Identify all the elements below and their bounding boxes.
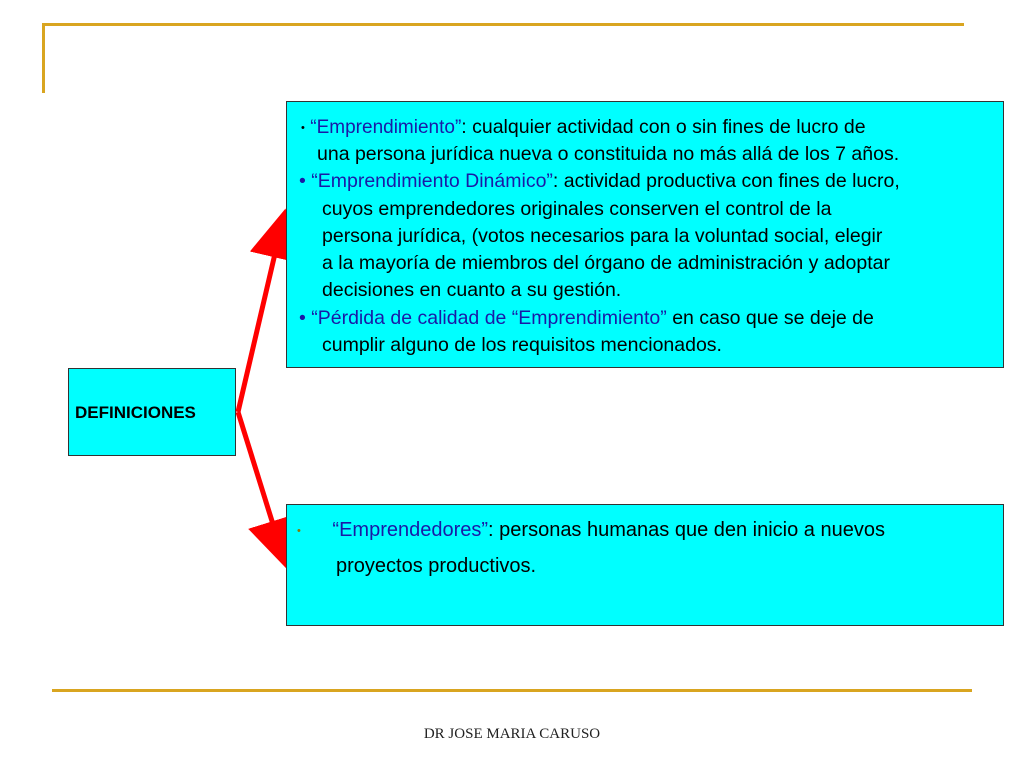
- bullet: •: [299, 307, 306, 329]
- term-emprendimiento-dinamico: “Emprendimiento Dinámico”: [311, 170, 553, 192]
- box2-line2: proyectos productivos.: [336, 555, 537, 577]
- item1-line2: una persona jurídica nueva o constituida no más allá de los 7 años.: [317, 143, 900, 165]
- item2-line2: cuyos emprendedores originales conserven el control de la: [322, 198, 832, 220]
- emprendedores-box: [286, 504, 1004, 626]
- bottom-rule: [52, 689, 972, 692]
- box2-text: : personas humanas que den inicio a nuevos: [488, 519, 885, 541]
- item2-line5: decisiones en cuanto a su gestión.: [322, 279, 622, 301]
- footer-author: DR JOSE MARIA CARUSO: [423, 726, 601, 742]
- term-emprendedores: “Emprendedores”: [332, 519, 489, 541]
- item1-text: : cualquier actividad con o sin fines de lucro de: [461, 116, 866, 138]
- arrow-up: [238, 228, 281, 412]
- item2-line3: persona jurídica, (votos necesarios para la voluntad social, elegir: [322, 225, 883, 247]
- arrow-down: [238, 412, 281, 550]
- item1-line1: [301, 116, 866, 139]
- bullet: •: [299, 170, 306, 192]
- definitions-label: DEFINICIONES: [75, 403, 196, 422]
- item2-text: : actividad productiva con fines de lucro,: [552, 170, 900, 192]
- item3-line2: cumplir alguno de los requisitos mencionados.: [322, 334, 722, 356]
- bullet: •: [301, 122, 305, 134]
- box2-line1: [297, 519, 885, 542]
- term-perdida-calidad: “Pérdida de calidad de “Emprendimiento”: [311, 307, 667, 329]
- item2-line1: [299, 170, 900, 193]
- item3-line1: [299, 307, 874, 330]
- term-emprendimiento: “Emprendimiento”: [310, 117, 462, 138]
- bullet: •: [297, 525, 301, 537]
- definitions-text-box: [286, 101, 1004, 368]
- item3-text: en caso que se deje de: [666, 307, 874, 329]
- item2-line4: a la mayoría de miembros del órgano de administración y adoptar: [322, 252, 890, 274]
